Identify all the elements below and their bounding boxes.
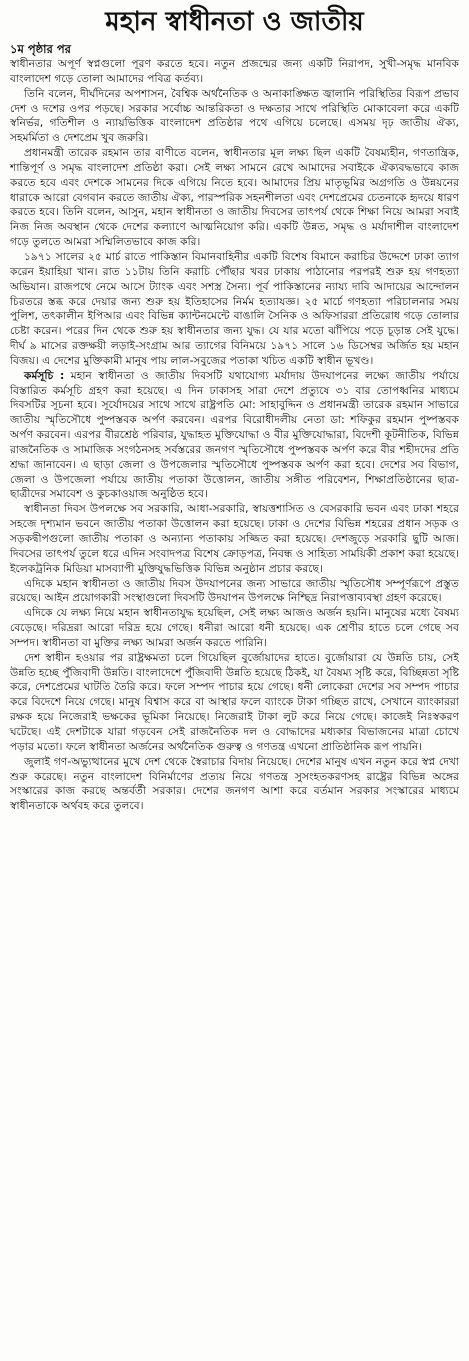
continuation-label: ১ম পৃষ্ঠার পর — [10, 42, 71, 56]
paragraph-text: মহান স্বাধীনতা ও জাতীয় দিবসটি যথাযোগ্য মর্যাদায় উদযাপনের লক্ষ্যে জাতীয় পর্যায়ে বিস্তারিত কর্মসূচি গ্রহণ করা হয়েছে। এ দিন ঢাকাসহ সারা দেশে প্রত্যুষে ৩১ বার তোপধ্বনির মাধ্যমে দিবসটির সূচনা হবে। সূর্যোদয়ের সাথে সাথে রাষ্ট্রপতি মো: সাহাবুদ্দিন ও প্রধানমন্ত্রী তারেক রহমান সাভারে জাতীয় স্মৃতিসৌধে পুষ্পস্তবক অর্পণ করবেন। এরপর বিরোধীদলীয় নেতা ডা: শফিকুর রহমান পুষ্পস্তবক অর্পণ করবেন। এরপর বীরশ্রেষ্ঠ পরিবার, যুদ্ধাহত মুক্তিযোদ্ধা ও বীর মুক্তিযোদ্ধারা, বিদেশী কূটনীতিক, বিভিন্ন রাজনৈতিক ও সামাজিক সংগঠনসহ সর্বস্তরের জনগণ স্মৃতিসৌধে পুষ্পস্তবক অর্পণ করে বীর শহীদদের প্রতি শ্রদ্ধা জানাবেন। এ ছাড়া জেলা ও উপজেলার স্মৃতিসৌধে পুষ্পস্তবক অর্পণ করা হবে। দেশের সব বিভাগ, জেলা ও উপজেলা পর্যায়ে জাতীয় পতাকা উত্তোলন, জাতীয় সঙ্গীত পরিবেশন, শিক্ষাপ্রতিষ্ঠানের ছাত্র-ছাত্রীদের সমাবেশ ও কুচকাওয়াজ অনুষ্ঠিত হবে। — [10, 368, 459, 501]
article-body — [10, 57, 459, 814]
paragraph — [10, 502, 459, 576]
paragraph — [10, 369, 459, 503]
paragraph-text: স্বাধীনতা দিবস উপলক্ষে সব সরকারি, আধা-সরকারি, স্বায়ত্তশাসিত ও বেসরকারি ভবন এবং ঢাকা শহরে সহজে দৃশ্যমান ভবনে জাতীয় পতাকা উত্তোলন করা হয়েছে। ঢাকা ও দেশের বিভিন্ন শহরের প্রধান সড়ক ও সড়কদ্বীপগুলো জাতীয় পতাকা ও অন্যান্য পতাকায় সজ্জিত করা হয়েছে। দেশজুড়ে সরকারি ছুটি আজ। দিবসের তাৎপর্য তুলে ধরে এদিন সংবাদপত্র বিশেষ ক্রোড়পত্র, নিবন্ধ ও সাহিত্য সাময়িকী প্রকাশ করা হয়েছে। ইলেকট্রনিক মিডিয়া মাসব্যাপী মুক্তিযুদ্ধভিত্তিক বিভিন্ন অনুষ্ঠান প্রচার করছে। — [10, 502, 459, 575]
paragraph-text: তিনি বলেন, দীর্ঘদিনের অপশাসন, বৈশ্বিক অর্থনৈতিক ও অনাকাঙ্ক্ষিত জ্বালানি পরিস্থিতির বিরূপ প্রভাব দেশ ও দশের ওপর পড়ছে। সরকার সর্বোচ্চ আন্তরিকতা ও দক্ষতার সাথে পরিস্থিতি মোকাবেলা করে একটি স্বনির্ভর, গতিশীল ও ন্যায়ভিত্তিক বাংলাদেশ প্রতিষ্ঠার পথে এগিয়ে চলেছে। এসময় দৃঢ় জাতীয় ঐক্য, সহমর্মিতা ও দেশপ্রেম খুব জরুরি। — [10, 86, 459, 145]
paragraph — [10, 250, 459, 369]
paragraph-text: এদিকে মহান স্বাধীনতা ও জাতীয় দিবস উদযাপনের জন্য সাভারে জাতীয় স্মৃতিসৌধ সম্পূর্ণরূপে প্রস্তুত রয়েছে। আইন প্রয়োগকারী সংস্থাগুলো দিবসটি উদযাপন উপলক্ষে নিশ্ছিদ্র নিরাপত্তাব্যবস্থা গ্রহণ করেছে। — [10, 576, 459, 605]
paragraph-text: দেশ স্বাধীন হওয়ার পর রাষ্ট্রক্ষমতা চলে গিয়েছিল বুর্জোয়াদের হাতে। বুর্জোয়ারা যে উন্নতি চায়, সেই উন্নতি হচ্ছে পুঁজিবাদী উন্নতি। বাংলাদেশে পুঁজিবাদী উন্নতি হয়েছে ঠিকই, যা বৈষম্য সৃষ্টি করে, বিচ্ছিন্নতা সৃষ্টি করে, দেশপ্রেমের ঘাটতি তৈরি করে। ফলে সম্পদ পাচার হয়ে গেছে। ধনী লোকেরা দেশের সব সম্পদ পাচার করে বিদেশে নিয়ে গেছে। মানুষ বিশ্বাস করে বা আস্থার ফলে ব্যাংকে টাকা গচ্ছিত রাখে, সেখানে ব্যাংকাররা রক্ষক হয়ে নিজেরাই ভক্ষকের ভূমিকা নিয়েছে। নিজেরাই টাকা লুট করে নিয়ে গেছে। কাজেই নিঃস্বকরণ ঘটেছে। এই দেশটাকে যারা গড়বেন সেই রাজনৈতিক দল ও বোদ্ধাদের মধ্যকার বিভাজনের মাত্রা চোখে পড়ার মতো। ফলে স্বাধীনতা অর্জনের অর্থনৈতিক গুরুত্ব ও গণতন্ত্র এখনো প্রাতিষ্ঠানিক রূপ পায়নি। — [10, 650, 459, 753]
paragraph-text: এদিকে যে লক্ষ্য নিয়ে মহান স্বাধীনতাযুদ্ধ হয়েছিল, সেই লক্ষ্য আজও অর্জন হয়নি। মানুষের মধ্যে বৈষম্য বেড়েছে। দরিদ্ররা আরো দরিদ্র হয়ে গেছে। ধনীরা আরো ধনী হয়েছে। এক শ্রেণীর হাতে চলে গেছে সব সম্পদ। স্বাধীনতা বা মুক্তির লক্ষ্য আমরা অর্জন করতে পারিনি। — [10, 606, 459, 649]
paragraph-text: স্বাধীনতার অপূর্ণ স্বপ্নগুলো পূরণ করতে হবে। নতুন প্রজন্মের জন্য একটি নিরাপদ, সুখী-সমৃদ্ধ মানবিক বাংলাদেশ গড়ে তোলা আমাদের পবিত্র কর্তব্য। — [10, 57, 459, 85]
paragraph — [10, 606, 459, 651]
paragraph — [10, 87, 459, 146]
paragraph — [10, 146, 459, 250]
paragraph — [10, 755, 459, 814]
section-lead: কর্মসূচি : — [24, 368, 65, 382]
headline: মহান স্বাধীনতা ও জাতীয় — [105, 7, 364, 37]
paragraph — [10, 651, 459, 755]
paragraph — [10, 57, 459, 87]
paragraph-text: জুলাই গণ-অভ্যুত্থানের মুখে দেশ থেকে স্বৈরাচার বিদায় নিয়েছে। দেশের মানুষ এখন নতুন করে স্বপ্ন দেখা শুরু করেছে। নতুন বাংলাদেশ বিনির্মাণের প্রত্যয় নিয়ে গণতন্ত্র সুসংহতকরণসহ রাষ্ট্রের বিভিন্ন অঙ্গের সংস্কারের কাজ করছে অন্তর্বর্তী সরকার। দেশের জনগণ আশা করে বর্তমান সরকার সংস্কারের মাধ্যমে স্বাধীনতাকে অর্থবহ করে তুলবে। — [10, 754, 459, 813]
paragraph-text: ১৯৭১ সালের ২৫ মার্চ রাতে পাকিস্তান বিমানবাহিনীর একটি বিশেষ বিমানে করাচির উদ্দেশে ঢাকা ত্যাগ করেন ইয়াহিয়া খান। রাত ১১টায় তিনি করাচি পৌঁছার খবর ঢাকায় পাঠানোর পরপরই শুরু হয় গণহত্যা অভিযান। রাজপথে নেমে আসে ট্যাংক এবং সশস্ত্র সৈন্য। পূর্ব পাকিস্তানের ন্যায্য দাবি আদায়ের আন্দোলন চিরতরে স্তব্ধ করে দেয়ার জন্য শুরু হয় ইতিহাসের নির্মম হত্যাযজ্ঞ। ২৫ মার্চে গণহত্যা পরিচালনার সময় পুলিশ, তৎকালীন ইপিআর এবং বিভিন্ন ক্যান্টনমেন্টে বাঙালি সৈনিক ও অফিসাররা প্রতিরোধ গড়ে তোলার চেষ্টা করেন। পরের দিন থেকে শুরু হয় স্বাধীনতার জন্য যুদ্ধ। যে যার মতো ঝাঁপিয়ে পড়ে চূড়ান্ত সেই যুদ্ধে। দীর্ঘ ৯ মাসের রক্তক্ষয়ী লড়াই-সংগ্রাম আর ত্যাগের বিনিময়ে ১৯৭১ সালে ১৬ ডিসেম্বর অর্জিত হয় মহান বিজয়। এ দেশের মুক্তিকামী মানুষ পায় লাল-সবুজের পতাকা খচিত একটি স্বাধীন ভূখণ্ড। — [10, 249, 459, 367]
paragraph-text: প্রধানমন্ত্রী তারেক রহমান তার বাণীতে বলেন, স্বাধীনতার মূল লক্ষ্য ছিল একটি বৈষম্যহীন, গণতান্ত্রিক, শান্তিপূর্ণ ও সমৃদ্ধ বাংলাদেশ প্রতিষ্ঠা করা। সেই লক্ষ্য সামনে রেখে আমাদের সবাইকে ঐক্যবদ্ধভাবে কাজ করতে হবে এবং দেশকে সামনের দিকে এগিয়ে নিতে হবে। আমাদের প্রিয় মাতৃভূমির অগ্রগতি ও উন্নয়নের ধারাকে আরো বেগবান করতে জাতীয় ঐক্য, পারস্পরিক সহনশীলতা এবং দেশপ্রেমের চেতনাকে হৃদয়ে ধারণ করতে হবে। তিনি বলেন, আসুন, মহান স্বাধীনতা ও জাতীয় দিবসের তাৎপর্য থেকে শিক্ষা নিয়ে আমরা সবাই নিজ নিজ অবস্থান থেকে দেশের কল্যাণে আত্মনিয়োগ করি। একটি উন্নত, সমৃদ্ধ ও মর্যাদাশীল বাংলাদেশ গড়ে তুলতে আমরা সম্মিলিতভাবে কাজ করি। — [10, 146, 459, 249]
paragraph — [10, 577, 459, 607]
